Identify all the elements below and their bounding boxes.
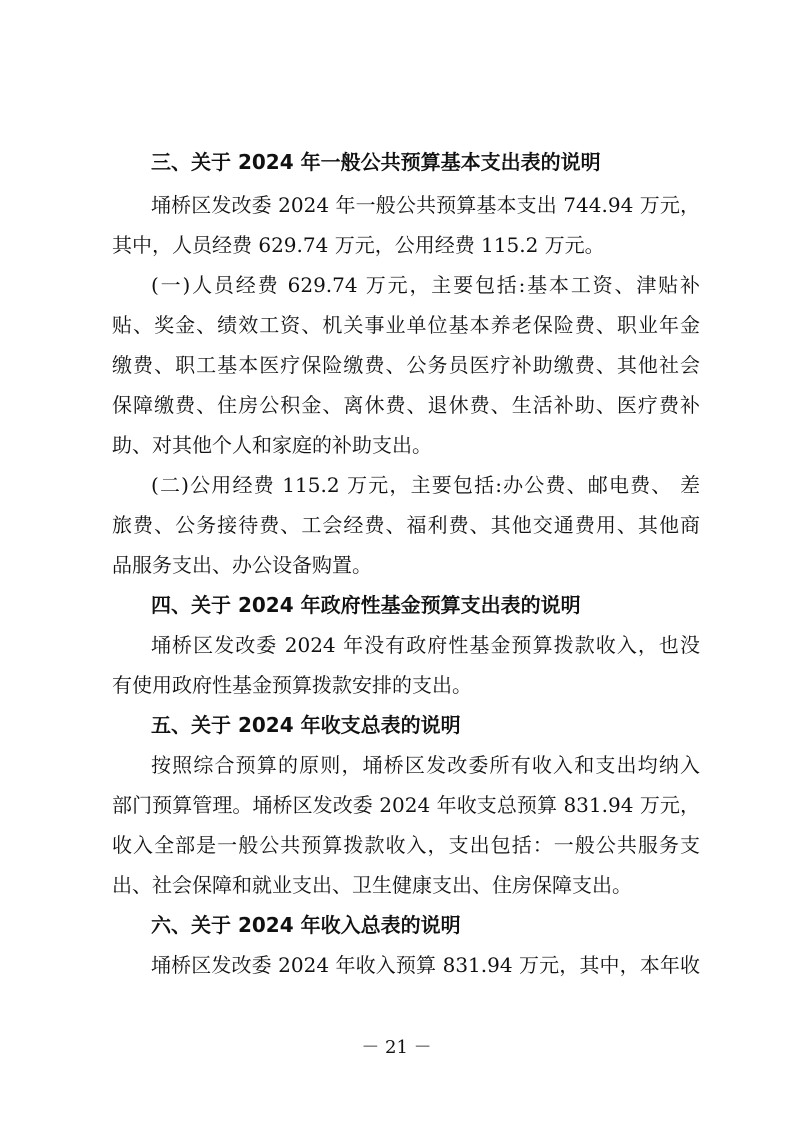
- paragraph-line: 部门预算管理。埇桥区发改委 2024 年收支总预算 831.94 万元，: [112, 793, 700, 817]
- paragraph-line: 埇桥区发改委 2024 年一般公共预算基本支出 744.94 万元，: [151, 193, 700, 217]
- paragraph-line: 埇桥区发改委 2024 年收入预算 831.94 万元，其中，本年收: [151, 953, 700, 977]
- paragraph-line: 品服务支出、办公设备购置。: [112, 553, 372, 577]
- paragraph-line: (一)人员经费 629.74 万元，主要包括:基本工资、津贴补: [151, 273, 700, 297]
- section-heading-6: 六、关于 2024 年收入总表的说明: [151, 913, 461, 937]
- paragraph-line: 贴、奖金、绩效工资、机关事业单位基本养老保险费、职业年金: [112, 313, 700, 337]
- paragraph-line: 埇桥区发改委 2024 年没有政府性基金预算拨款收入，也没: [151, 633, 700, 657]
- paragraph-line: 保障缴费、住房公积金、离休费、退休费、生活补助、医疗费补: [112, 393, 700, 417]
- paragraph-line: 缴费、职工基本医疗保险缴费、公务员医疗补助缴费、其他社会: [112, 353, 700, 377]
- section-heading-5: 五、关于 2024 年收支总表的说明: [151, 713, 461, 737]
- section-heading-4: 四、关于 2024 年政府性基金预算支出表的说明: [151, 593, 581, 617]
- paragraph-line: 其中，人员经费 629.74 万元，公用经费 115.2 万元。: [112, 233, 605, 257]
- paragraph-line: 收入全部是一般公共预算拨款收入，支出包括：一般公共服务支: [112, 833, 700, 857]
- paragraph-line: 助、对其他个人和家庭的补助支出。: [112, 433, 432, 457]
- paragraph-line: 出、社会保障和就业支出、卫生健康支出、住房保障支出。: [112, 873, 632, 897]
- paragraph-line: 旅费、公务接待费、工会经费、福利费、其他交通费用、其他商: [112, 513, 700, 537]
- paragraph-line: 按照综合预算的原则，埇桥区发改委所有收入和支出均纳入: [151, 753, 700, 777]
- paragraph-line: (二)公用经费 115.2 万元，主要包括:办公费、邮电费、 差: [151, 473, 700, 497]
- page-number: － 21 －: [361, 1037, 432, 1058]
- section-heading-3: 三、关于 2024 年一般公共预算基本支出表的说明: [151, 150, 601, 174]
- paragraph-line: 有使用政府性基金预算拨款安排的支出。: [112, 673, 472, 697]
